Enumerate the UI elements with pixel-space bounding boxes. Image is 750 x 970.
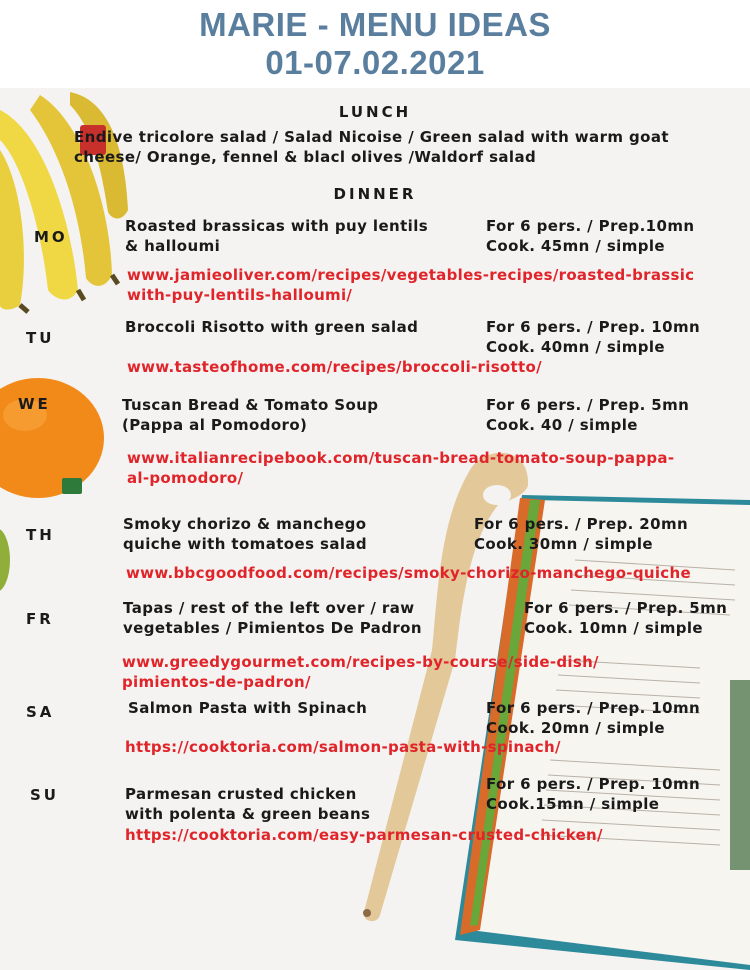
- dish-sa: Salmon Pasta with Spinach: [128, 699, 368, 717]
- recipe-link-su[interactable]: https://cooktoria.com/easy-parmesan-crusted-chicken/: [125, 826, 603, 844]
- dish-su: Parmesan crusted chicken with polenta & green beans: [125, 785, 371, 823]
- info-sa: For 6 pers. / Prep. 10mn Cook. 20mn / simple: [486, 699, 701, 737]
- day-label-su: SU: [30, 786, 59, 804]
- dinner-heading: DINNER: [333, 185, 417, 203]
- day-label-sa: SA: [26, 703, 55, 721]
- info-we: For 6 pers. / Prep. 5mn Cook. 40 / simple: [486, 396, 690, 434]
- recipe-link-tu[interactable]: www.tasteofhome.com/recipes/broccoli-risotto/: [127, 358, 542, 376]
- recipe-link-sa[interactable]: https://cooktoria.com/salmon-pasta-with-spinach/: [125, 738, 561, 756]
- dish-th: Smoky chorizo & manchego quiche with tomatoes salad: [123, 515, 368, 553]
- day-label-th: TH: [26, 526, 55, 544]
- dish-fr: Tapas / rest of the left over / raw vegetables / Pimientos De Padron: [123, 599, 422, 637]
- day-label-mo: MO: [34, 228, 68, 246]
- info-su: For 6 pers. / Prep. 10mn Cook.15mn / simple: [486, 775, 701, 813]
- lunch-menu: Endive tricolore salad / Salad Nicoise / Green salad with warm goat cheese/ Orange, fennel & blacl olives /Waldorf salad: [74, 128, 669, 166]
- day-label-we: WE: [18, 395, 51, 413]
- info-mo: For 6 pers. / Prep.10mn Cook. 45mn / simple: [486, 217, 695, 255]
- page-title: MARIE - MENU IDEAS: [199, 6, 551, 43]
- info-th: For 6 pers. / Prep. 20mn Cook. 30mn / simple: [474, 515, 689, 553]
- info-tu: For 6 pers. / Prep. 10mn Cook. 40mn / simple: [486, 318, 701, 356]
- lunch-heading: LUNCH: [338, 103, 412, 121]
- day-label-tu: TU: [26, 329, 55, 347]
- recipe-link-fr[interactable]: www.greedygourmet.com/recipes-by-course/side-dish/ pimientos-de-padron/: [122, 653, 599, 691]
- recipe-link-th[interactable]: www.bbcgoodfood.com/recipes/smoky-chorizo-manchego-quiche: [126, 564, 691, 582]
- recipe-link-mo[interactable]: www.jamieoliver.com/recipes/vegetables-recipes/roasted-brassic with-puy-lentils-halloumi/: [127, 266, 695, 304]
- info-fr: For 6 pers. / Prep. 5mn Cook. 10mn / simple: [524, 599, 728, 637]
- date-range: 01-07.02.2021: [265, 44, 485, 81]
- recipe-link-we[interactable]: www.italianrecipebook.com/tuscan-bread-tomato-soup-pappa- al-pomodoro/: [127, 449, 675, 487]
- dish-mo: Roasted brassicas with puy lentils & halloumi: [125, 217, 429, 255]
- dish-we: Tuscan Bread & Tomato Soup (Pappa al Pomodoro): [122, 396, 379, 434]
- day-label-fr: FR: [26, 610, 54, 628]
- dish-tu: Broccoli Risotto with green salad: [125, 318, 419, 336]
